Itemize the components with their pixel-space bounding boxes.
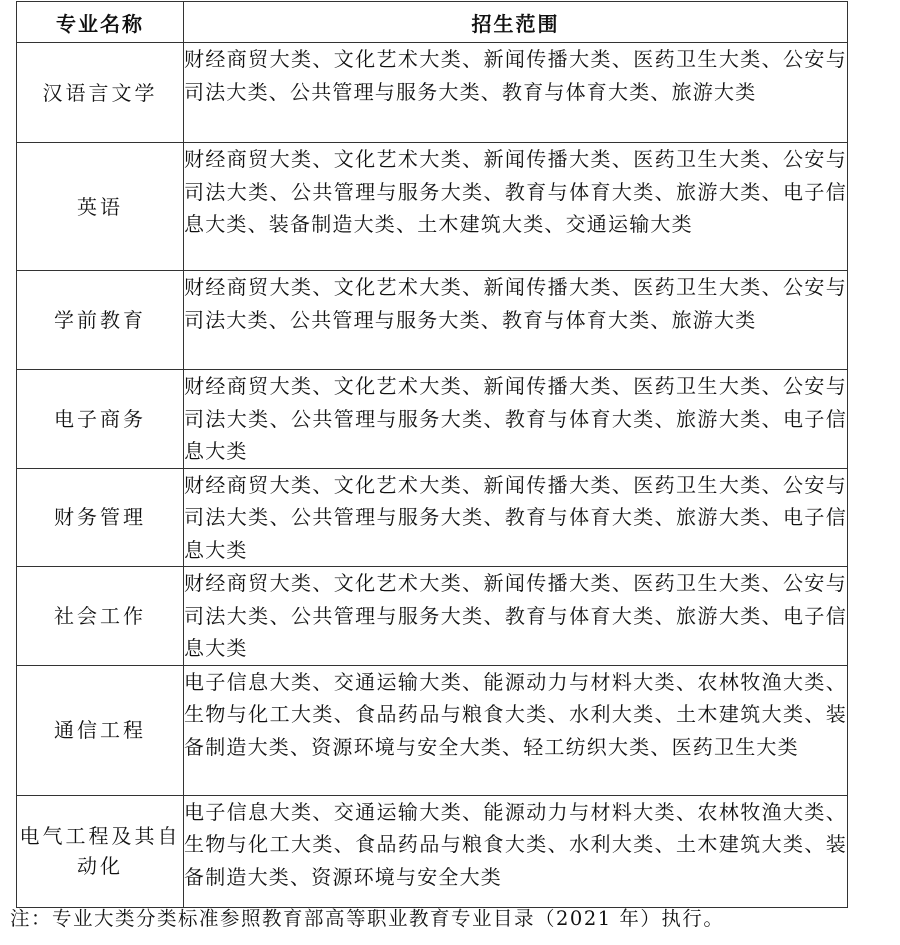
major-name-cell: 学前教育 bbox=[17, 271, 184, 370]
scope-cell: 财经商贸大类、文化艺术大类、新闻传播大类、医药卫生大类、公安与司法大类、公共管理与服务大类、教育与体育大类、旅游大类、电子信息大类 bbox=[184, 567, 848, 666]
scope-cell: 电子信息大类、交通运输大类、能源动力与材料大类、农林牧渔大类、生物与化工大类、食品药品与粮食大类、水利大类、土木建筑大类、装备制造大类、资源环境与安全大类、轻工纺织大类、医药卫生大类 bbox=[184, 665, 848, 795]
scope-cell: 财经商贸大类、文化艺术大类、新闻传播大类、医药卫生大类、公安与司法大类、公共管理与服务大类、教育与体育大类、旅游大类、电子信息大类、装备制造大类、土木建筑大类、交通运输大类 bbox=[184, 143, 848, 271]
header-major-name: 专业名称 bbox=[17, 2, 184, 43]
table-row bbox=[17, 795, 848, 907]
table-header-row bbox=[17, 2, 848, 43]
major-name-cell: 通信工程 bbox=[17, 665, 184, 795]
table-row bbox=[17, 567, 848, 666]
footnote: 注：专业大类分类标准参照教育部高等职业教育专业目录（2021 年）执行。 bbox=[10, 907, 725, 930]
scope-cell: 财经商贸大类、文化艺术大类、新闻传播大类、医药卫生大类、公安与司法大类、公共管理与服务大类、教育与体育大类、旅游大类 bbox=[184, 43, 848, 143]
table-row bbox=[17, 271, 848, 370]
table-row bbox=[17, 143, 848, 271]
enrollment-scope-table bbox=[16, 1, 848, 908]
scope-cell: 电子信息大类、交通运输大类、能源动力与材料大类、农林牧渔大类、生物与化工大类、食品药品与粮食大类、水利大类、土木建筑大类、装备制造大类、资源环境与安全大类 bbox=[184, 795, 848, 907]
major-name-cell: 电气工程及其自动化 bbox=[17, 795, 184, 907]
table-row bbox=[17, 468, 848, 567]
table-row bbox=[17, 43, 848, 143]
major-name-cell: 电子商务 bbox=[17, 370, 184, 469]
major-name-cell: 社会工作 bbox=[17, 567, 184, 666]
major-name-cell: 英语 bbox=[17, 143, 184, 271]
major-name-cell: 汉语言文学 bbox=[17, 43, 184, 143]
scope-cell: 财经商贸大类、文化艺术大类、新闻传播大类、医药卫生大类、公安与司法大类、公共管理与服务大类、教育与体育大类、旅游大类、电子信息大类 bbox=[184, 468, 848, 567]
header-enrollment-scope: 招生范围 bbox=[184, 2, 848, 43]
table-row bbox=[17, 370, 848, 469]
scope-cell: 财经商贸大类、文化艺术大类、新闻传播大类、医药卫生大类、公安与司法大类、公共管理与服务大类、教育与体育大类、旅游大类、电子信息大类 bbox=[184, 370, 848, 469]
scope-cell: 财经商贸大类、文化艺术大类、新闻传播大类、医药卫生大类、公安与司法大类、公共管理与服务大类、教育与体育大类、旅游大类 bbox=[184, 271, 848, 370]
table-row bbox=[17, 665, 848, 795]
major-name-cell: 财务管理 bbox=[17, 468, 184, 567]
